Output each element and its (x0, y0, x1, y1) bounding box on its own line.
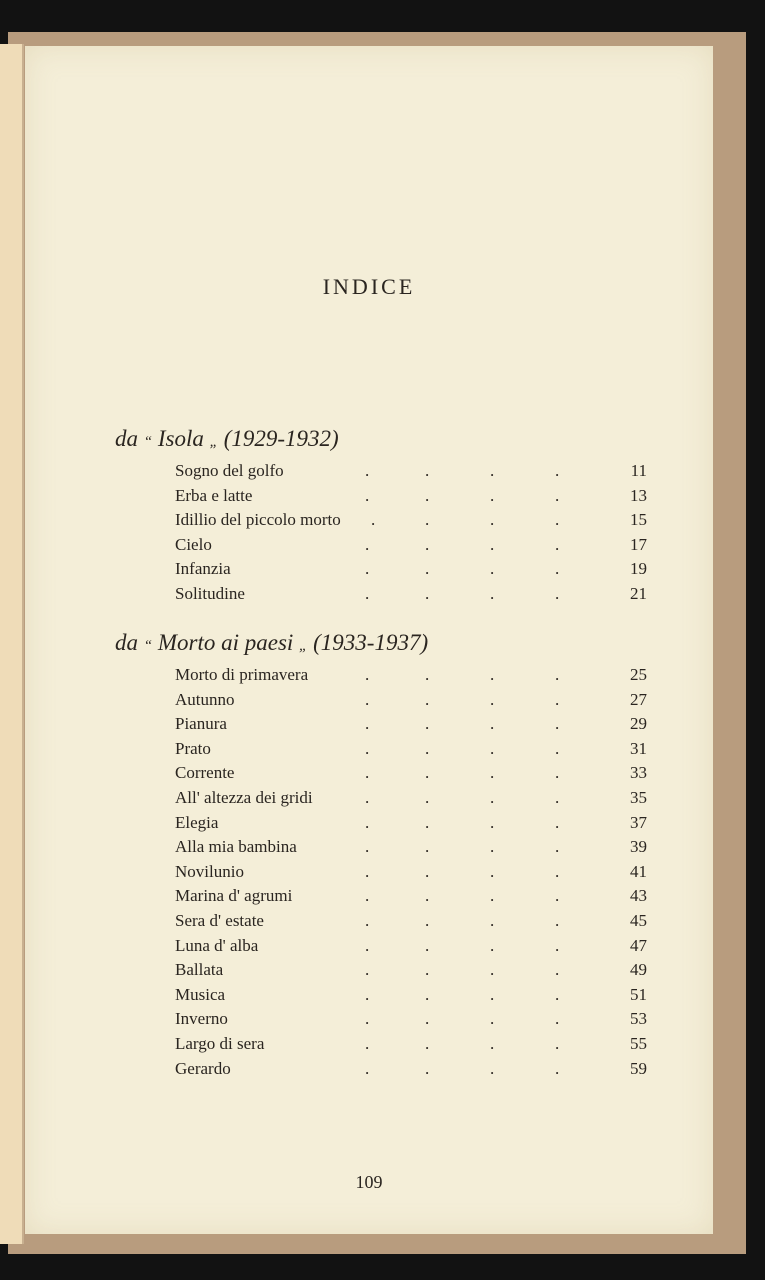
leader-dot: . (425, 714, 430, 734)
leader-dot: . (555, 788, 560, 807)
leader-dot: . (490, 1034, 495, 1053)
toc-entry (175, 811, 647, 835)
leader-dot: . (425, 763, 430, 783)
entry-title: Inverno (175, 1009, 228, 1029)
leader-dot: . (490, 461, 495, 480)
entry-page: 41 (630, 861, 647, 881)
leader-dot: . (365, 534, 370, 554)
entry-page: 55 (630, 1034, 647, 1053)
leader-dot: . (425, 984, 430, 1004)
leader-dot: . (490, 1058, 495, 1078)
leader-dot: . (365, 886, 370, 906)
leader-dot: . (425, 1009, 430, 1029)
entry-title: Alla mia bambina (175, 837, 297, 857)
leader-dot: . (425, 788, 430, 807)
entry-page: 13 (630, 485, 647, 505)
toc-entry (175, 934, 647, 958)
leader-dot: . (490, 886, 495, 906)
leader-dot: . (425, 911, 430, 930)
entry-page: 19 (630, 559, 647, 579)
entry-page: 49 (630, 960, 647, 980)
section-heading: da “ Morto ai paesi „ (1933-1937) (115, 630, 429, 655)
leader-dot: . (425, 534, 430, 554)
toc-entry (175, 958, 647, 982)
entry-page: 39 (630, 837, 647, 857)
toc-entry (175, 909, 647, 933)
leader-dot: . (490, 984, 495, 1004)
section-prefix: da (115, 630, 138, 655)
leader-dot: . (371, 510, 376, 530)
entry-page: 31 (630, 738, 647, 758)
leader-dot: . (365, 461, 370, 480)
leader-dot: . (365, 559, 370, 579)
leader-dot: . (365, 960, 370, 980)
toc-entry (175, 484, 647, 508)
leader-dot: . (490, 861, 495, 881)
leader-dot: . (365, 812, 370, 832)
entry-title: Sogno del golfo (175, 461, 284, 480)
entry-page: 17 (630, 534, 647, 554)
entry-page: 11 (630, 461, 647, 480)
leader-dot: . (555, 861, 560, 881)
entry-page: 43 (630, 886, 647, 906)
leader-dot: . (365, 485, 370, 505)
entry-title: Infanzia (175, 559, 231, 579)
leader-dot: . (490, 738, 495, 758)
entry-page: 29 (630, 714, 647, 734)
leader-dot: . (425, 960, 430, 980)
leader-dot: . (555, 534, 560, 554)
section-work: Morto ai paesi (157, 630, 294, 655)
leader-dot: . (365, 714, 370, 734)
leader-dot: . (555, 1034, 560, 1053)
leader-dot: . (425, 886, 430, 906)
entry-title: Ballata (175, 960, 224, 980)
leader-dot: . (365, 1034, 370, 1053)
leader-dot: . (555, 714, 560, 734)
leader-dot: . (490, 911, 495, 930)
leader-dot: . (555, 485, 560, 505)
leader-dot: . (425, 861, 430, 881)
leader-dot: . (365, 689, 370, 709)
leader-dot: . (555, 763, 560, 783)
leader-dot: . (555, 738, 560, 758)
toc-entry (175, 1057, 647, 1081)
leader-dot: . (425, 1034, 430, 1053)
leader-dot: . (555, 584, 560, 603)
leader-dot: . (365, 665, 370, 684)
leader-dot: . (490, 689, 495, 709)
page-number: 109 (355, 1172, 383, 1192)
entry-title: Pianura (175, 714, 227, 734)
leader-dot: . (490, 559, 495, 579)
entry-title: Marina d' agrumi (175, 886, 293, 906)
leader-dot: . (425, 689, 430, 709)
entry-title: Corrente (175, 763, 235, 783)
leader-dot: . (490, 837, 495, 857)
leader-dot: . (555, 559, 560, 579)
entry-title: Sera d' estate (175, 911, 264, 930)
entry-title: Novilunio (175, 861, 244, 881)
toc-entry (175, 663, 647, 687)
leader-dot: . (365, 788, 370, 807)
leader-dot: . (490, 510, 495, 530)
leader-dot: . (555, 837, 560, 857)
leader-dot: . (425, 812, 430, 832)
leader-dot: . (490, 665, 495, 684)
leader-dot: . (490, 485, 495, 505)
toc-entry (175, 1032, 647, 1056)
entry-title: Erba e latte (175, 485, 253, 505)
leader-dot: . (365, 935, 370, 955)
page-title: INDICE (322, 274, 416, 299)
toc-entry (175, 786, 647, 810)
entry-title: Morto di primavera (175, 665, 309, 684)
leader-dot: . (365, 837, 370, 857)
entry-title: Solitudine (175, 584, 245, 603)
leader-dot: . (425, 510, 430, 530)
leader-dot: . (425, 559, 430, 579)
leader-dot: . (555, 1058, 560, 1078)
toc-entry (175, 459, 647, 483)
entry-page: 21 (630, 584, 647, 603)
leader-dot: . (365, 984, 370, 1004)
entry-title: Largo di sera (175, 1034, 265, 1053)
leader-dot: . (425, 1058, 430, 1078)
leader-dot: . (365, 1058, 370, 1078)
entry-page: 45 (630, 911, 647, 930)
leader-dot: . (555, 1009, 560, 1029)
leader-dot: . (490, 935, 495, 955)
toc-entry (175, 508, 647, 532)
leader-dot: . (365, 911, 370, 930)
leader-dot: . (365, 1009, 370, 1029)
leader-dot: . (425, 738, 430, 758)
toc-entry (175, 557, 647, 581)
entry-page: 37 (630, 812, 647, 832)
leader-dot: . (425, 935, 430, 955)
entry-page: 27 (630, 689, 647, 709)
book-page (25, 46, 713, 1234)
section-prefix: da (115, 426, 138, 451)
entry-page: 33 (630, 763, 647, 783)
leader-dot: . (425, 665, 430, 684)
leader-dot: . (490, 812, 495, 832)
entry-page: 15 (630, 510, 647, 530)
toc-entry (175, 884, 647, 908)
leader-dot: . (365, 861, 370, 881)
entry-page: 47 (630, 935, 647, 955)
facing-page-edge (0, 44, 24, 1244)
leader-dot: . (555, 510, 560, 530)
entry-page: 59 (630, 1058, 647, 1078)
entry-title: Idillio del piccolo morto (175, 510, 341, 530)
entry-title: Prato (175, 738, 211, 758)
toc-entry (175, 712, 647, 736)
entry-page: 25 (630, 665, 647, 684)
section-years: (1933-1937) (313, 630, 429, 655)
toc-entry (175, 688, 647, 712)
entry-title: Musica (175, 984, 226, 1004)
leader-dot: . (555, 886, 560, 906)
section-heading: da “ Isola „ (1929-1932) (115, 426, 339, 451)
entry-page: 51 (630, 984, 647, 1004)
leader-dot: . (555, 689, 560, 709)
leader-dot: . (425, 461, 430, 480)
toc-entry (175, 983, 647, 1007)
leader-dot: . (555, 960, 560, 980)
leader-dot: . (365, 584, 370, 603)
leader-dot: . (555, 461, 560, 480)
toc-entry (175, 860, 647, 884)
leader-dot: . (425, 837, 430, 857)
toc-entry (175, 1007, 647, 1031)
toc-entry (175, 761, 647, 785)
leader-dot: . (555, 812, 560, 832)
leader-dot: . (490, 960, 495, 980)
leader-dot: . (490, 714, 495, 734)
leader-dot: . (490, 763, 495, 783)
toc-entry (175, 582, 647, 606)
section-years: (1929-1932) (223, 426, 339, 451)
leader-dot: . (555, 984, 560, 1004)
entry-title: Autunno (175, 689, 235, 709)
leader-dot: . (555, 911, 560, 930)
entry-title: Elegia (175, 812, 219, 832)
entry-title: Cielo (175, 534, 212, 554)
leader-dot: . (490, 788, 495, 807)
leader-dot: . (425, 584, 430, 603)
leader-dot: . (555, 665, 560, 684)
toc-entry (175, 737, 647, 761)
leader-dot: . (365, 763, 370, 783)
section-work: Isola (157, 426, 204, 451)
leader-dot: . (425, 485, 430, 505)
leader-dot: . (490, 1009, 495, 1029)
leader-dot: . (490, 534, 495, 554)
entry-title: Gerardo (175, 1058, 231, 1078)
entry-title: All' altezza dei gridi (175, 788, 313, 807)
leader-dot: . (555, 935, 560, 955)
leader-dot: . (365, 738, 370, 758)
entry-page: 35 (630, 788, 647, 807)
toc-entry (175, 533, 647, 557)
toc-entry (175, 835, 647, 859)
entry-title: Luna d' alba (175, 935, 259, 955)
entry-page: 53 (630, 1009, 647, 1029)
leader-dot: . (490, 584, 495, 603)
